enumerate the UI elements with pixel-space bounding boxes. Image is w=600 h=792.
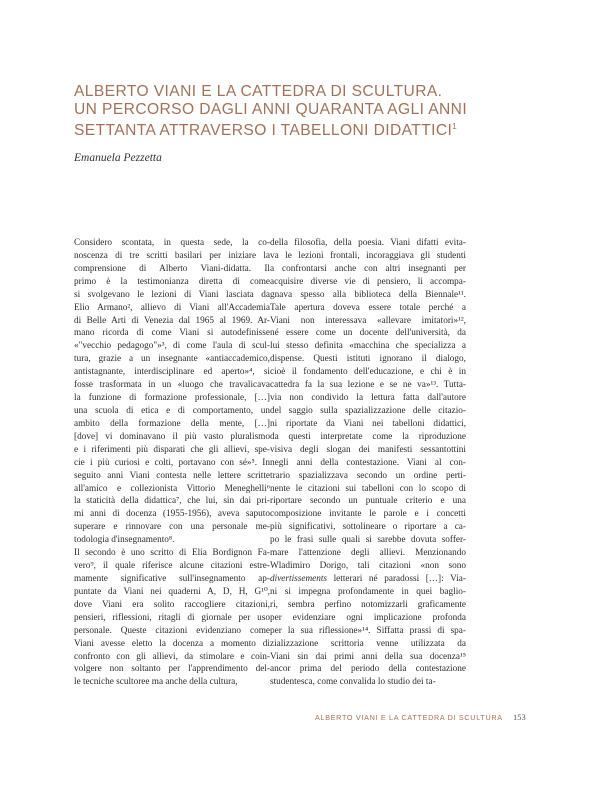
body-text-line: puntate da Viani nei quaderni A, D, H, G¹⁰, [74, 586, 270, 597]
body-text-line: noscenza di tre scritti basilari per iniziare la [74, 250, 270, 261]
body-text-line: nente le citazioni sui tabelloni con lo scopo di [270, 483, 466, 494]
body-text-line: la staticità della didattica⁷, che lui, sin dai pri- [74, 496, 270, 507]
body-text-line: ancor prima del periodo della contestazione [270, 664, 466, 675]
body-text-line: Il secondo è uno scritto di Elia Bordignon Fa- [74, 548, 270, 559]
page-number: 153 [513, 712, 526, 722]
body-text-line: riportare secondo un puntuale criterio e una [270, 496, 466, 507]
body-text-line: Considero scontata, in questa sede, la co- [74, 238, 270, 248]
body-text-line: zializzazione scrittoria venne utilizzata da [270, 638, 466, 649]
body-text-line: più significativi, sottolineare o riportare a ca- [270, 522, 466, 533]
body-text-line: «"vecchio pedagogo"»³, di come l'aula di scul- [74, 341, 270, 352]
body-text-line: vero⁹, il quale riferisce alcune citazioni estre- [74, 561, 270, 572]
body-text-line: primo è la testimonianza diretta di come [74, 276, 270, 287]
body-text-line: per la sua riflessione»¹⁴. Siffatta prassi di spa- [270, 625, 466, 636]
body-text-line: della filosofia, della poesia. Viani difatti evita- [270, 238, 466, 248]
body-text-line: po le frasi sulle quali si sarebbe dovuta soffer- [270, 535, 466, 546]
body-text-line: trario spazializzava secondo un ordine perti- [270, 470, 466, 481]
body-text-line: studentesca, come convalida lo studio dei ta- [270, 677, 436, 688]
body-text-line: visiva degli slogan dei manifesti sessantottini [270, 444, 466, 455]
body-text-line: di Belle Arti di Venezia dal 1965 al 1969. Ar- [74, 315, 270, 326]
body-text-line: Viani non interessava «allevare imitatori»¹², [270, 315, 466, 326]
body-text-line: mare l'attenzione degli allievi. Menzionando [270, 548, 466, 559]
body-text-line: superare e rinnovare con una personale me- [74, 522, 270, 533]
body-text-line: ri, sembra perfino notomizzarli graficamente [270, 599, 466, 610]
body-column-right [270, 237, 466, 689]
title-line: UN PERCORSO DAGLI ANNI QUARANTA AGLI ANNI [74, 100, 468, 118]
body-text-line: dispense. Questi istituti ignorano il dialogo, [270, 354, 466, 365]
body-text-line: dove Viani era solito raccogliere citazioni, [74, 599, 270, 610]
body-text-line: mi anni di docenza (1955-1956), aveva saputo [74, 509, 270, 520]
body-column-left [74, 237, 270, 689]
article-title [74, 83, 544, 140]
footnote-ref: 1 [452, 122, 457, 132]
title-line: ALBERTO VIANI E LA CATTEDRA DI SCULTURA. [74, 83, 443, 100]
body-text-line: cattedra fa la sua lezione e se ne va»¹³. Tutta- [270, 380, 466, 391]
body-text-line: Elio Armano², allievo di Viani all'Accademia [74, 302, 270, 313]
body-text-line: da questi interpretate come la riproduzione [270, 431, 466, 442]
body-text-line: confronto con gli allievi, da stimolare e coin- [74, 651, 270, 662]
body-text-line: a confrontarsi anche con altri insegnanti per [270, 263, 466, 274]
body-text-line: mamente significative sull'insegnamento ap- [74, 573, 270, 584]
body-text-line: mano ricorda di come Viani si autodefinisse [74, 328, 270, 339]
body-text-line: all'amico e collezionista Vittorio Meneghelli⁶ [74, 483, 270, 494]
body-text-line: composizione invitante le parole e i concetti [270, 509, 466, 520]
body-text-line: si svolgevano le lezioni di Viani lasciata da [74, 289, 270, 300]
body-text-line: né essere come un docente dell'università, da [270, 328, 466, 339]
title-line-text: SETTANTA ATTRAVERSO I TABELLONI DIDATTICI [74, 122, 453, 140]
body-text-line: comprensione di Alberto Viani-didatta. Il [74, 263, 270, 274]
author-name: Emanuela Pezzetta [74, 152, 162, 164]
body-text-line: cie i più curiosi e colti, portavano con sé»⁵. In [74, 457, 270, 468]
body-text-line: Viani sin dai primi anni della sua docenza¹⁵ [270, 651, 466, 662]
body-text-line: fosse trasformata in un «luogo che travalicava [74, 380, 270, 391]
body-text-line: volgere non soltanto per l'apprendimento del- [74, 664, 270, 675]
body-text-line: le tecniche scultoree ma anche della cultura, [74, 677, 238, 688]
body-text-line: ni riportate da Viani nei tabelloni didattici, [270, 418, 466, 429]
body-text-line: del saggio sulla spazializzazione delle citazio- [270, 405, 466, 416]
body-text-line: pensieri, riflessioni, ritagli di giornale per uso [74, 612, 270, 623]
body-text-line: lui stesso definita «macchina che specializza a [270, 341, 466, 352]
body-text-line: ambito della formazione della mente, […] [74, 418, 270, 429]
body-text-line: acquisire diverse vie di pensiero, li accompa- [270, 276, 466, 287]
body-text-line: todologia d'insegnamento⁸. [74, 535, 175, 546]
body-text-line: personale. Queste citazioni evidenziano come [74, 625, 270, 636]
body-text-line: antistagnante, interdisciplinare ed aperto»⁴, si [74, 367, 270, 378]
body-text-line: ni si impegna profondamente in quei baglio- [270, 586, 466, 597]
body-text-line: cioè il fondamento dell'educazione, e chi è in [270, 367, 466, 378]
body-text-line: una scuola di etica e di comportamento, un [74, 405, 270, 416]
body-text-line: va le lezioni frontali, incoraggiava gli studenti [270, 250, 466, 261]
body-text-line: divertissements letterari né paradossi […]: Via- [270, 573, 466, 584]
body-text-line: Tale apertura doveva essere totale perché a [270, 302, 466, 313]
italic-word: divertissements [270, 573, 328, 584]
body-text-line: negli anni della contestazione. Viani al con- [270, 457, 466, 468]
body-text-line: gnava spesso alla biblioteca della Biennale¹¹. [270, 289, 466, 300]
body-text-line: seguito anni Viani contesta nelle lettere scritte [74, 470, 270, 481]
body-text-line: e i riferimenti più disparati che gli allievi, spe- [74, 444, 270, 455]
body-text-line: tura, grazie a un insegnante «antiaccademico, [74, 354, 270, 365]
title-line [74, 118, 544, 140]
running-title: ALBERTO VIANI E LA CATTEDRA DI SCULTURA [315, 713, 503, 722]
body-text-line: Viani avesse eletto la docenza a momento di [74, 638, 270, 649]
body-text-line: la funzione di formazione professionale, […] [74, 393, 270, 404]
body-text-line: Wladimiro Dorigo, tali citazioni «non sono [270, 561, 466, 572]
body-text-line: [dove] vi dominavano il più vasto pluralismo [74, 431, 270, 442]
body-text-line: via non condivido la lettura fatta dall'autore [270, 393, 466, 404]
body-text-line: per evidenziare ogni implicazione profonda [270, 612, 466, 623]
